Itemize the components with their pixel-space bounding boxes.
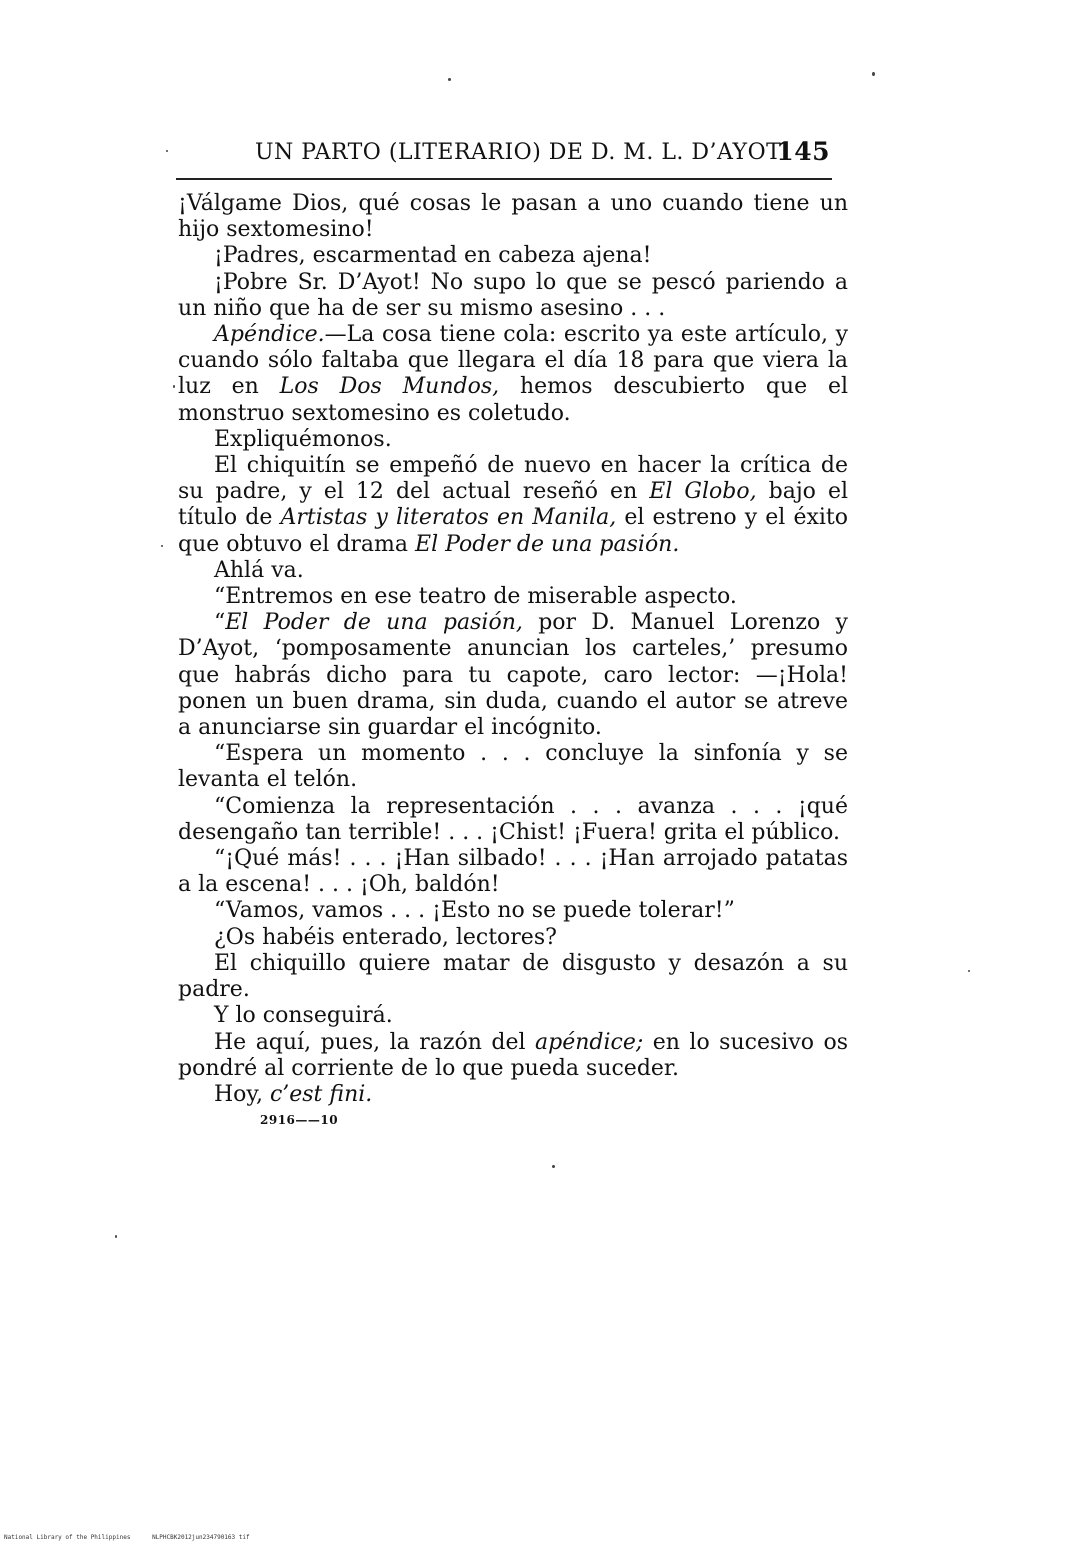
paragraph: “Comienza la representación . . . avanza . . . ¡qué desengaño tan terrible! . . . ¡Chist! ¡Fuera! grita el público.	[178, 793, 848, 845]
italic-title: El Globo,	[649, 479, 757, 505]
paragraph: He aquí, pues, la razón del apéndice; en lo sucesivo os pondré al corriente de lo que pueda suceder.	[178, 1029, 849, 1081]
scan-speck	[872, 72, 875, 76]
paragraph: ¿Os habéis enterado, lectores?	[214, 924, 557, 950]
paragraph: ¡Padres, escarmentad en cabeza ajena!	[214, 243, 652, 269]
italic-term: apéndice;	[535, 1029, 644, 1055]
paragraph: “¡Qué más! . . . ¡Han silbado! . . . ¡Han arrojado patatas a la escena! . . . ¡Oh, baldón!	[178, 846, 848, 898]
paragraph: Hoy, c’est fini.	[214, 1081, 373, 1107]
signature-mark: 2916——10	[260, 1113, 339, 1127]
page-number: 145	[776, 137, 830, 166]
paragraph: ¡Pobre Sr. D’Ayot! No supo lo que se pescó pariendo a un niño que ha de ser su mismo asesino . . .	[178, 269, 848, 321]
italic-title: Artistas y literatos en Manila,	[280, 505, 617, 531]
scan-speck	[968, 970, 970, 972]
italic-phrase: c’est fini.	[269, 1081, 373, 1107]
scan-speck	[173, 385, 175, 388]
scan-speck	[552, 1165, 555, 1168]
italic-title: Los Dos Mundos,	[279, 374, 500, 400]
scan-footer	[4, 1534, 268, 1541]
page-body	[178, 191, 848, 1108]
scan-speck	[115, 1235, 117, 1238]
paragraph: Apéndice.—La cosa tiene cola: escrito ya este artículo, y cuando sólo faltaba que llegara el día 18 para que viera la luz en Los Dos Mundos, hemos descubierto que el monstruo sextomesino es coletudo.	[178, 322, 848, 426]
scan-speck	[161, 545, 163, 547]
paragraph: ¡Válgame Dios, qué cosas le pasan a uno cuando tiene un hijo sextomesino!	[178, 191, 848, 243]
library-credit: National Library of the Philippines	[4, 1534, 131, 1541]
paragraph: “El Poder de una pasión, por D. Manuel Lorenzo y D’Ayot, ‘pomposamente anuncian los carteles,’ presumo que habrás dicho para tu capote, caro lector: —¡Hola! ponen un buen drama, sin duda, cuando el autor se atreve a anunciarse sin guardar el incógnito.	[178, 610, 848, 741]
italic-title: El Poder de una pasión,	[225, 610, 523, 636]
paragraph: “Vamos, vamos . . . ¡Esto no se puede tolerar!”	[214, 898, 735, 924]
paragraph: El chiquillo quiere matar de disgusto y desazón a su padre.	[178, 950, 848, 1003]
paragraph: Y lo conseguirá.	[214, 1003, 393, 1029]
paragraph: Ahlá va.	[214, 557, 304, 583]
scan-speck	[448, 78, 451, 81]
file-id: NLPHCBK2012jun234790163 tif	[152, 1534, 250, 1541]
scan-speck	[166, 150, 168, 152]
italic-term: Apéndice.	[214, 322, 325, 348]
paragraph: “Entremos en ese teatro de miserable aspecto.	[214, 584, 737, 610]
paragraph: El chiquitín se empeñó de nuevo en hacer la crítica de su padre, y el 12 del actual reseñó en El Globo, bajo el título de Artistas y literatos en Manila, el estreno y el éxito que obtuvo el drama El Poder de una pasión.	[178, 453, 849, 557]
paragraph: Expliquémonos.	[214, 426, 392, 452]
header-rule	[176, 178, 832, 180]
paragraph: “Espera un momento . . . concluye la sinfonía y se levanta el telón.	[178, 741, 848, 793]
italic-title: El Poder de una pasión.	[415, 531, 680, 557]
running-head-title: UN PARTO (LITERARIO) DE D. M. L. D’AYOT	[255, 140, 782, 165]
